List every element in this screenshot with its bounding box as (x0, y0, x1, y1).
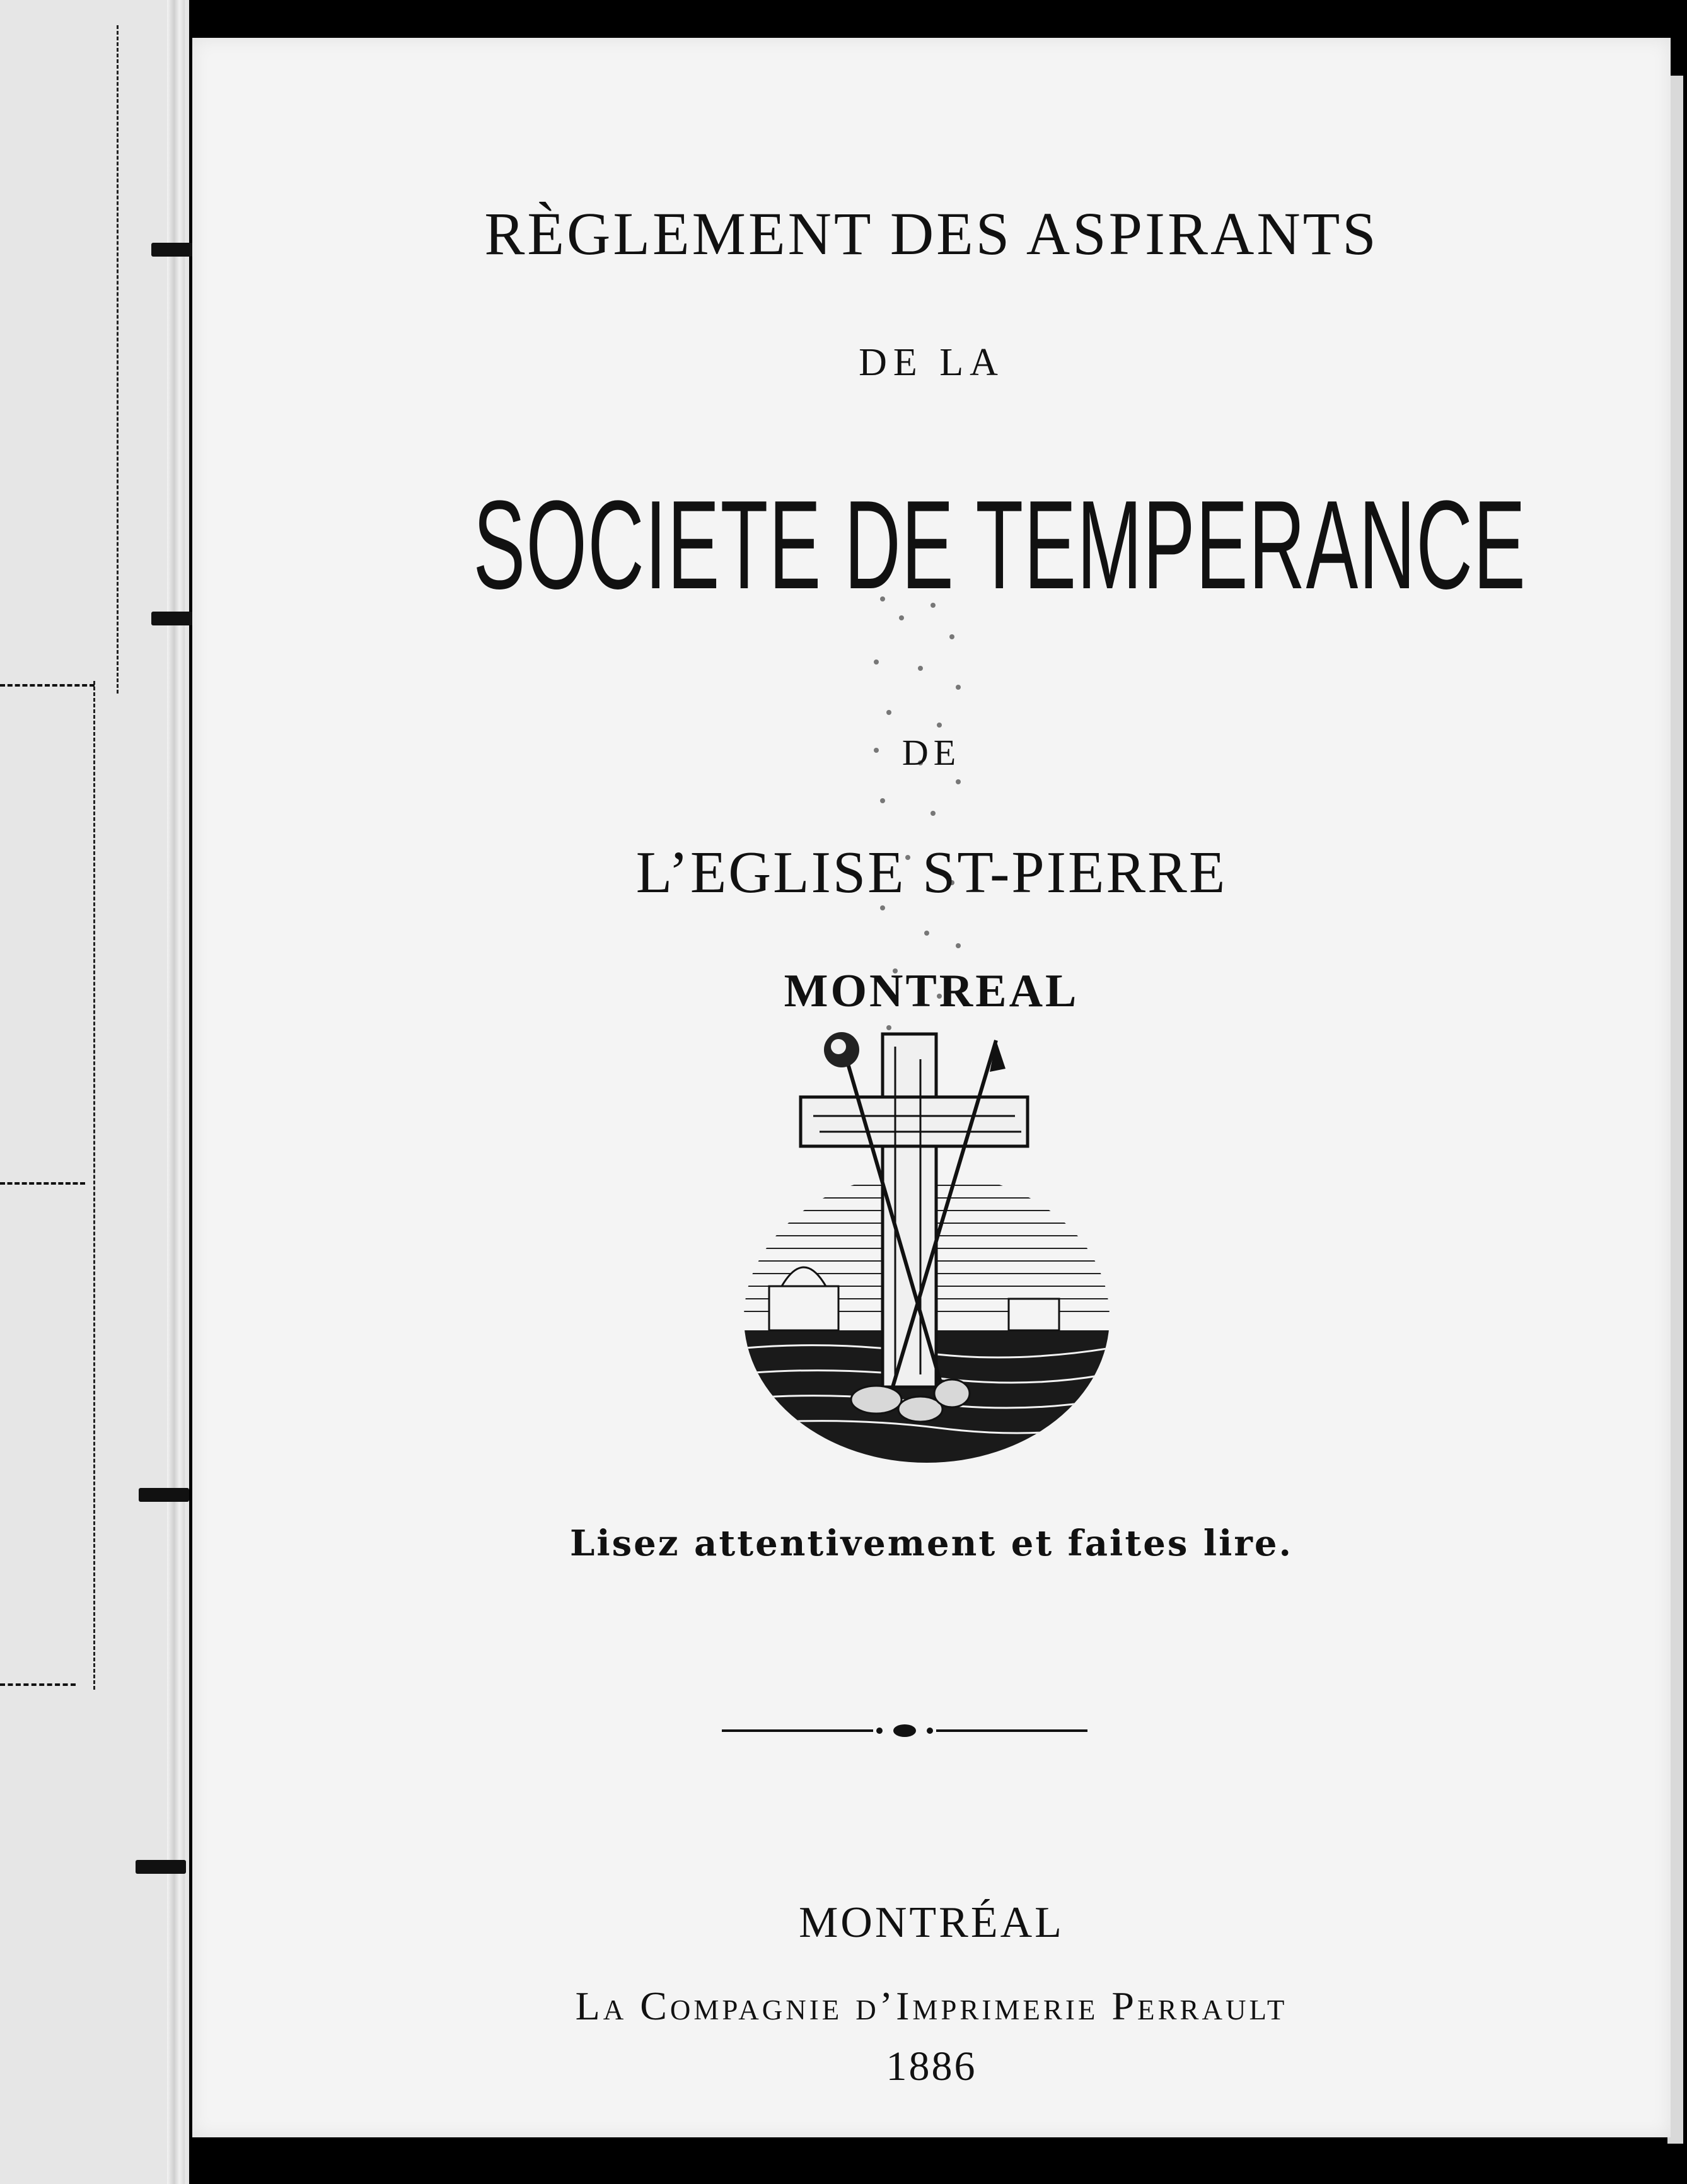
title-line-4: DE (901, 732, 961, 773)
divider-ornament-icon (722, 1721, 1087, 1740)
title-line-2: DE LA (859, 341, 1004, 384)
staple (136, 1860, 186, 1874)
perforation-line (0, 684, 95, 687)
motto: Lisez attentivement et faites lire. (569, 1523, 1294, 1564)
imprint-city: MONTRÉAL (799, 1898, 1064, 1947)
perforation-line (0, 1683, 76, 1686)
perforation-line (0, 1182, 85, 1185)
title-line-1: RÈGLEMENT DES ASPIRANTS (484, 200, 1379, 267)
city-name: MONTREAL (784, 965, 1079, 1017)
facing-page-edge (0, 0, 189, 2184)
perforation-line (117, 25, 119, 694)
imprint-publisher: La Compagnie d’Imprimerie Perrault (575, 1984, 1288, 2028)
cross-emblem-icon (731, 1021, 1122, 1463)
title-page (192, 38, 1671, 2137)
imprint-year: 1886 (886, 2043, 977, 2089)
perforation-line (93, 681, 95, 1690)
staple (139, 1488, 189, 1502)
church-name: L’EGLISE ST-PIERRE (635, 840, 1227, 905)
binding-edge (167, 0, 185, 2184)
main-title: SOCIETE DE TEMPERANCE (473, 475, 1527, 615)
